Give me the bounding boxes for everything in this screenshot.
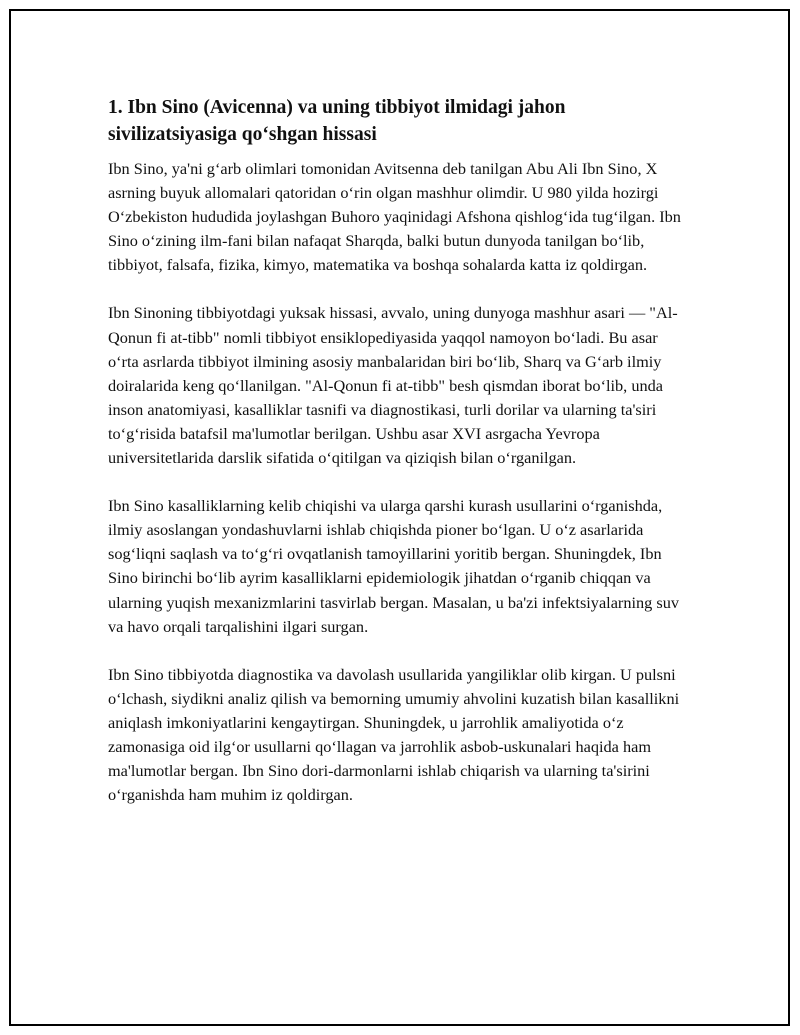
paragraph-al-qonun: Ibn Sinoning tibbiyotdagi yuksak hissasi, avvalo, uning dunyoga mashhur asari — "Al-Qonun fi at-tibb" nomli tibbiyot ensiklopediyasida yaqqol namoyon bo‘ladi. Bu asar o‘rta asrlarda tibbiyot ilmining asosiy manbalaridan biri bo‘lib, Sharq va G‘arb ilmiy doiralarida keng qo‘llanilgan. "Al-Qonun fi at-tibb" besh qismdan iborat bo‘lib, unda inson anatomiyasi, kasalliklar tasnifi va diagnostikasi, turli dorilar va ularning ta'siri to‘g‘risida batafsil ma'lumotlar berilgan. Ushbu asar XVI asrgacha Yevropa universitetlarida darslik sifatida o‘qitilgan va qiziqish bilan o‘rganilgan.: [108, 303, 678, 468]
document-body: [108, 94, 684, 831]
paragraph-intro: Ibn Sino, ya'ni g‘arb olimlari tomonidan Avitsenna deb tanilgan Abu Ali Ibn Sino, X asrning buyuk allomalari qatoridan o‘rin olgan mashhur olimdir. U 980 yilda hozirgi O‘zbekiston hududida joylashgan Buhoro yaqinidagi Afshona qishlog‘ida tug‘ilgan. Ibn Sino o‘zining ilm-fani bilan nafaqat Sharqda, balki butun dunyoda tanilgan bo‘lib, tibbiyot, falsafa, fizika, kimyo, matematika va boshqa sohalarda katta iz qoldirgan.: [108, 159, 681, 275]
section-heading: 1. Ibn Sino (Avicenna) va uning tibbiyot ilmidagi jahon sivilizatsiyasiga qo‘shgan hissasi: [108, 97, 566, 145]
paragraph-diagnostics: Ibn Sino tibbiyotda diagnostika va davolash usullarida yangiliklar olib kirgan. U pulsni o‘lchash, siydikni analiz qilish va bemorning umumiy ahvolini kuzatish bilan kasallikni aniqlash imkoniyatlarini kengaytirgan. Shuningdek, u jarrohlik amaliyotida o‘z zamonasiga oid ilg‘or usullarni qo‘llagan va jarrohlik asbob-uskunalari haqida ham ma'lumotlar bergan. Ibn Sino dori-darmonlarni ishlab chiqarish va ularning ta'sirini o‘rganishda ham muhim iz qoldirgan.: [108, 664, 680, 805]
paragraph-epidemiology: Ibn Sino kasalliklarning kelib chiqishi va ularga qarshi kurash usullarini o‘rganishda, ilmiy asoslangan yondashuvlarni ishlab chiqishda pioner bo‘lgan. U o‘z asarlarida sog‘liqni saqlash va to‘g‘ri ovqatlanish tamoyillarini yoritib bergan. Shuningdek, Ibn Sino birinchi bo‘lib ayrim kasalliklarni epidemiologik jihatdan o‘rganib chiqqan va ularning yuqish mexanizmlarini tasvirlab bergan. Masalan, u ba'zi infektsiyalarning suv va havo orqali tarqalishini ilgari surgan.: [108, 496, 679, 636]
